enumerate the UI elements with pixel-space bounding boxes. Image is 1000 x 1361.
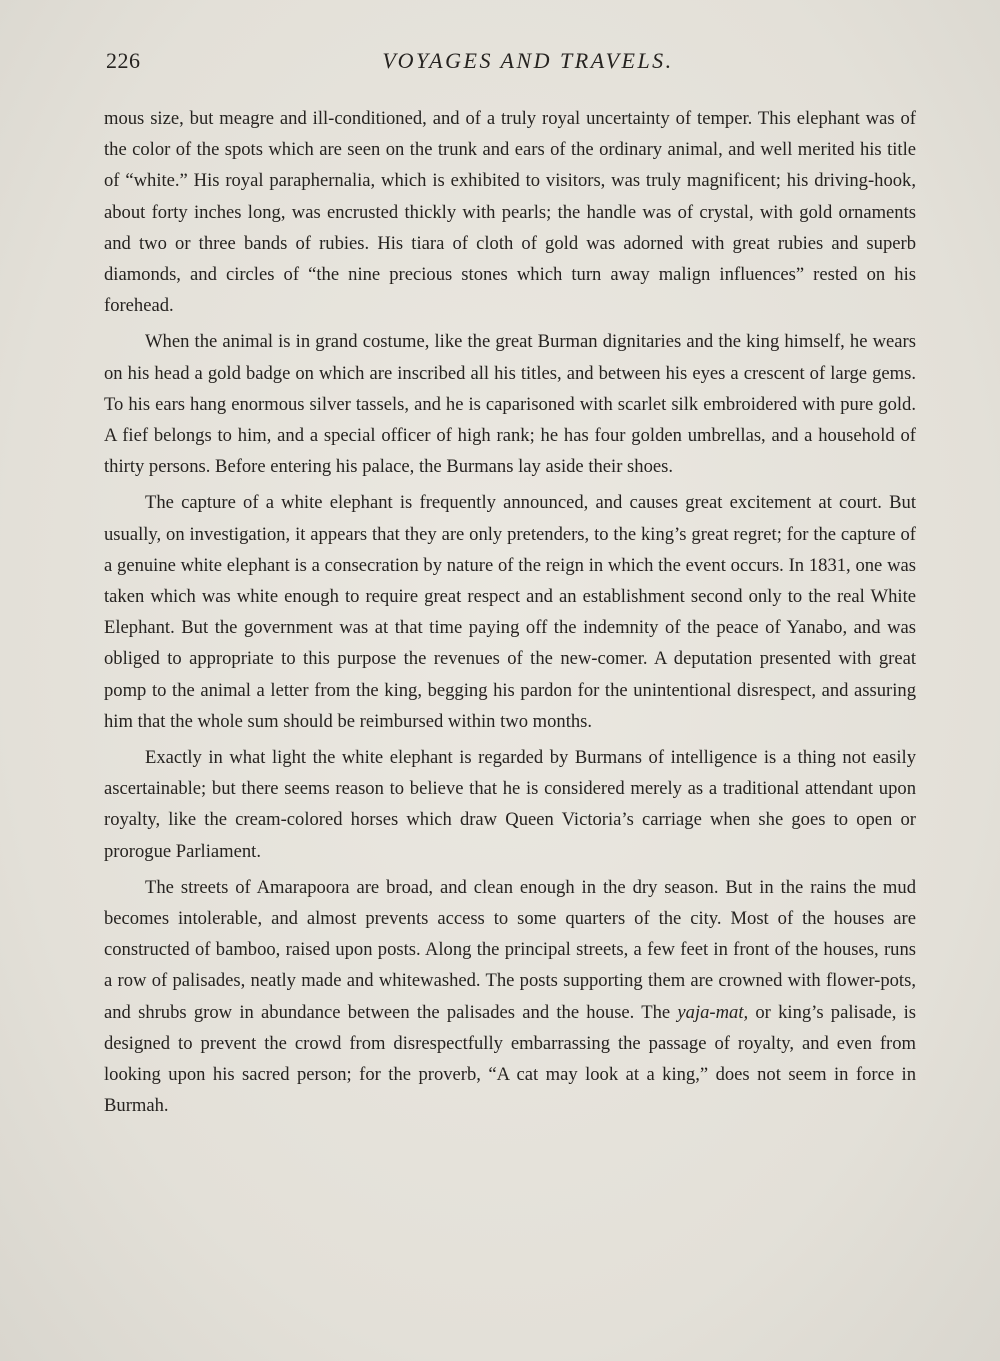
paragraph-4: Exactly in what light the white elephant is regarded by Burmans of intelligence is a thing not easily ascertainable; but there seems reason to believe that he is considered merely as a traditional attendant upon royalty, like the cream-colored horses which draw Queen Victoria’s carriage when she goes to open or prorogue Parliament.	[104, 747, 916, 862]
paragraph-2: When the animal is in grand costume, like the great Burman dignitaries and the king himself, he wears on his head a gold badge on which are inscribed all his titles, and between his eyes a crescent of large gems. To his ears hang enormous silver tassels, and he is caparisoned with scarlet silk embroidered with pure gold. A fief belongs to him, and a special officer of high rank; he has four golden umbrellas, and a household of thirty persons. Before entering his palace, the Burmans lay aside their shoes.	[104, 331, 916, 478]
page-header	[106, 48, 916, 82]
paragraph-5-text-before: The streets of Amarapoora are broad, and clean enough in the dry season. But in the rains the mud becomes intolerable, and almost prevents access to some quarters of the city. Most of the houses are constructed of bamboo, raised upon posts. Along the principal streets, a few feet in front of the houses, runs a row of palisades, neatly made and whitewashed. The posts supporting them are crowned with flower-pots, and shrubs grow in abundance between the palisades and the house. The	[104, 876, 916, 1023]
paragraph-5-text-after: or king’s palisade, is designed to prevent the crowd from disrespectfully embarrassing the passage of royalty, and even from looking upon his sacred person; for the proverb, “A cat may look at a king,” does not seem in force in Burmah.	[104, 1001, 916, 1117]
page-number: 226	[106, 48, 141, 73]
running-head: VOYAGES AND TRAVELS.	[382, 48, 674, 73]
italic-term: yaja-mat,	[677, 1001, 749, 1023]
paragraph-1: mous size, but meagre and ill-conditioned, and of a truly royal uncertainty of temper. This elephant was of the color of the spots which are seen on the trunk and ears of the ordinary animal, and well merited his title of “white.” His royal paraphernalia, which is exhibited to visitors, was truly magnificent; his driving-hook, about forty inches long, was encrusted thickly with pearls; the handle was of crystal, with gold ornaments and two or three bands of rubies. His tiara of cloth of gold was adorned with great rubies and superb diamonds, and circles of “the nine precious stones which turn away malign influences” rested on his forehead.	[104, 108, 916, 317]
body-text	[104, 103, 916, 1122]
paragraph-5	[104, 872, 916, 1122]
paragraph-3: The capture of a white elephant is frequently announced, and causes great excitement at court. But usually, on investigation, it appears that they are only pretenders, to the king’s great regret; for the capture of a genuine white elephant is a consecration by nature of the reign in which the event occurs. In 1831, one was taken which was white enough to require great respect and an establishment second only to the real White Elephant. But the government was at that time paying off the indemnity of the peace of Yanabo, and was obliged to appropriate to this purpose the revenues of the new-comer. A deputation presented with great pomp to the animal a letter from the king, begging his pardon for the unintentional disrespect, and assuring him that the whole sum should be reimbursed within two months.	[104, 492, 916, 732]
